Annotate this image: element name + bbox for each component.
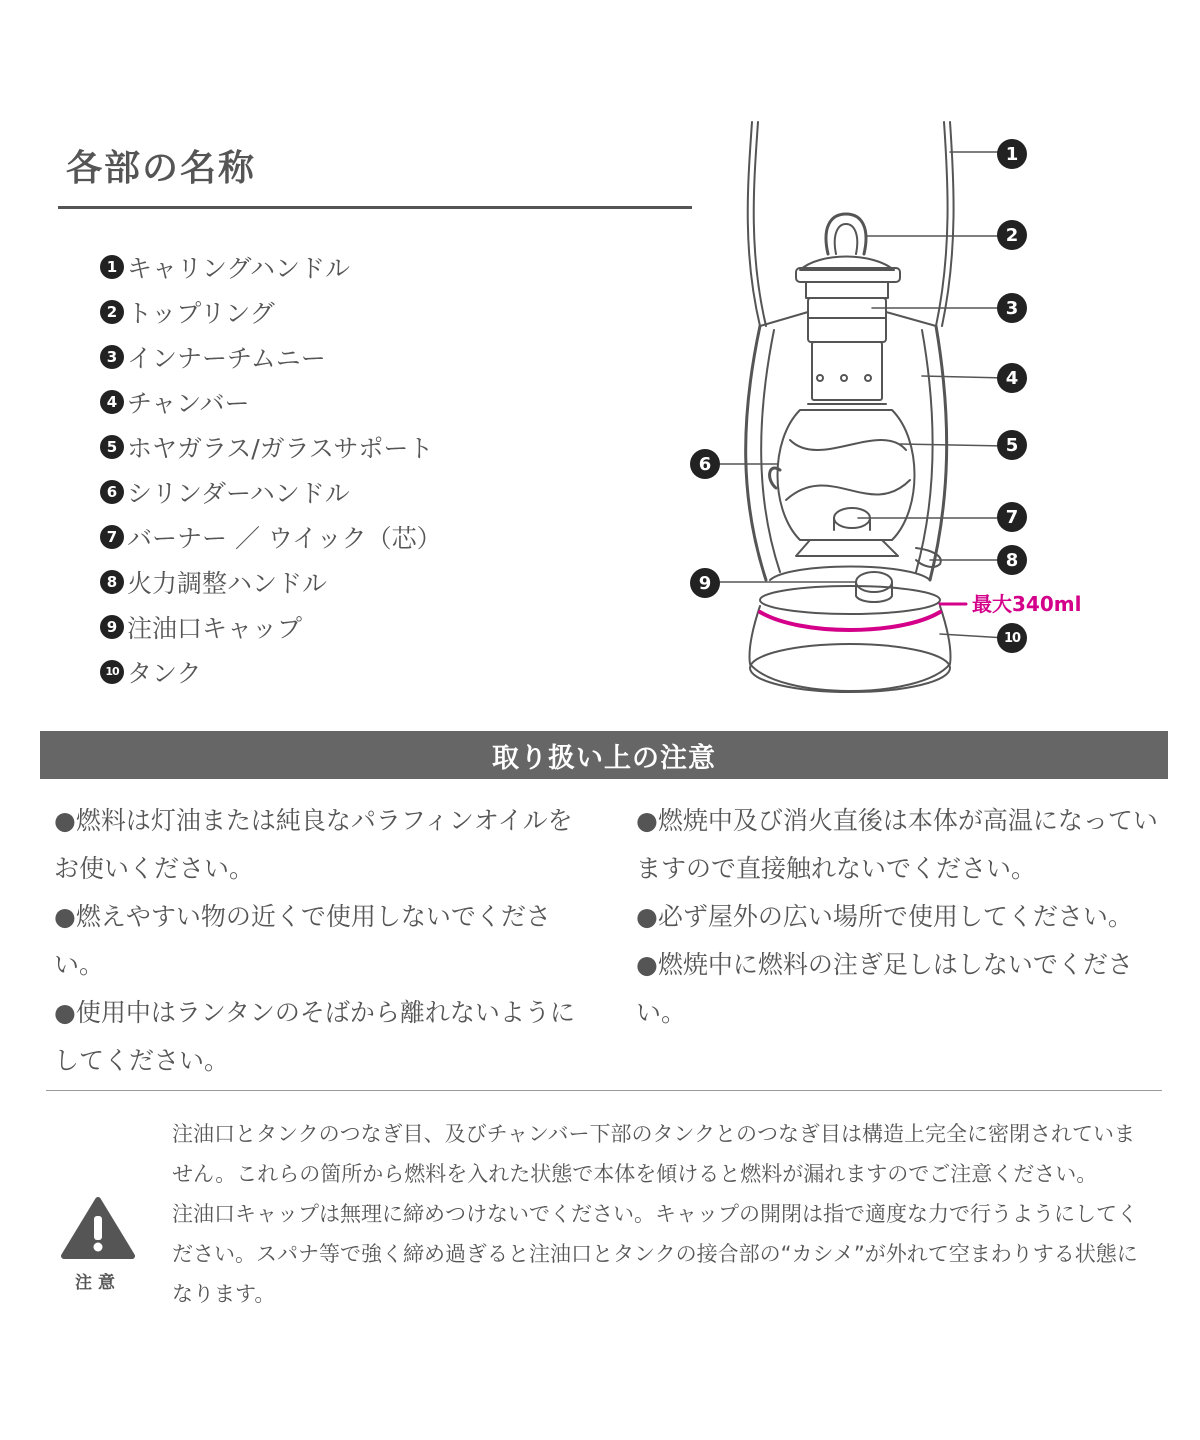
- callout-6: [690, 449, 720, 479]
- glass-globe: [778, 410, 915, 540]
- parts-title: 各部の名称: [66, 148, 257, 189]
- part-item: [100, 514, 442, 559]
- tank-capacity-label: 最大340ml: [972, 592, 1082, 616]
- part-number-badge: 6: [100, 480, 124, 504]
- part-label: キャリングハンドル: [127, 253, 351, 283]
- part-item: [100, 334, 442, 379]
- handling-note: ●必ず屋外の広い場所で使用してください。: [636, 902, 1133, 931]
- chamber: [746, 326, 766, 580]
- callout-number: 5: [997, 430, 1027, 460]
- warning-triangle-icon: [60, 1196, 136, 1260]
- part-number-badge: 3: [100, 345, 124, 369]
- part-label: シリンダーハンドル: [127, 478, 350, 508]
- handling-notes-left: [54, 797, 594, 1085]
- handling-header: 取り扱い上の注意: [40, 731, 1168, 779]
- callout-number: 7: [997, 502, 1027, 532]
- part-number-badge: 8: [100, 570, 124, 594]
- part-label: 注油口キャップ: [127, 613, 303, 643]
- part-label: バーナー ／ ウイック（芯）: [127, 523, 442, 553]
- handling-note: ●使用中はランタンのそばから離れないようにしてください。: [54, 998, 575, 1075]
- callout-number: 3: [997, 293, 1027, 323]
- callout-9: [690, 568, 720, 598]
- filler-cap: [856, 572, 892, 592]
- callout-5: [997, 430, 1027, 460]
- callout-4: [997, 363, 1027, 393]
- part-item: [100, 604, 442, 649]
- handling-note: ●燃えやすい物の近くで使用しないでください。: [54, 902, 551, 979]
- part-item: [100, 379, 442, 424]
- inner-chimney: [808, 298, 886, 342]
- caution-text: [172, 1114, 1152, 1314]
- part-number-badge: 7: [100, 525, 124, 549]
- caution-paragraph: 注油口キャップは無理に締めつけないでください。キャップの開閉は指で適度な力で行うようにしてください。スパナ等で強く締め過ぎると注油口とタンクの接合部の“カシメ”が外れて空まわりする状態になります。: [172, 1202, 1138, 1306]
- section-divider: [46, 1090, 1162, 1091]
- handling-note: ●燃焼中及び消火直後は本体が高温になっていますので直接触れないでください。: [636, 806, 1158, 883]
- callout-2: [997, 220, 1027, 250]
- callout-number: 10: [997, 623, 1027, 653]
- part-label: 火力調整ハンドル: [127, 568, 328, 598]
- part-item: [100, 559, 442, 604]
- callout-10: [997, 623, 1027, 653]
- part-label: インナーチムニー: [127, 343, 326, 373]
- part-label: トップリング: [127, 298, 275, 328]
- callout-1: [997, 139, 1027, 169]
- part-number-badge: 5: [100, 435, 124, 459]
- callout-number: 4: [997, 363, 1027, 393]
- callout-number: 8: [997, 545, 1027, 575]
- parts-list: [100, 244, 442, 694]
- handling-note: ●燃焼中に燃料の注ぎ足しはしないでください。: [636, 950, 1133, 1027]
- callout-number: 1: [997, 139, 1027, 169]
- caution-paragraph: 注油口とタンクのつなぎ目、及びチャンバー下部のタンクとのつなぎ目は構造上完全に密閉されていません。これらの箇所から燃料を入れた状態で本体を傾けると燃料が漏れますのでご注意ください。: [172, 1122, 1136, 1186]
- handling-notes-right: [636, 797, 1176, 1037]
- top-ring: [826, 214, 866, 254]
- callout-number: 6: [690, 449, 720, 479]
- part-label: ホヤガラス/ガラスサポート: [127, 433, 434, 463]
- callout-3: [997, 293, 1027, 323]
- part-number-badge: 9: [100, 615, 124, 639]
- part-number-badge: 1: [100, 255, 124, 279]
- callout-7: [997, 502, 1027, 532]
- part-item: [100, 469, 442, 514]
- part-item: [100, 289, 442, 334]
- lantern-diagram: [680, 110, 1100, 710]
- part-item: [100, 244, 442, 289]
- part-label: チャンバー: [127, 388, 250, 418]
- title-divider: [58, 206, 692, 209]
- part-number-badge: 10: [100, 660, 124, 684]
- callout-number: 2: [997, 220, 1027, 250]
- part-number-badge: 2: [100, 300, 124, 324]
- part-label: タンク: [127, 658, 202, 688]
- part-item: [100, 649, 442, 694]
- callout-8: [997, 545, 1027, 575]
- callout-number: 9: [690, 568, 720, 598]
- part-item: [100, 424, 442, 469]
- part-number-badge: 4: [100, 390, 124, 414]
- handling-note: ●燃料は灯油または純良なパラフィンオイルをお使いください。: [54, 806, 573, 883]
- caution-label: 注意: [75, 1273, 121, 1293]
